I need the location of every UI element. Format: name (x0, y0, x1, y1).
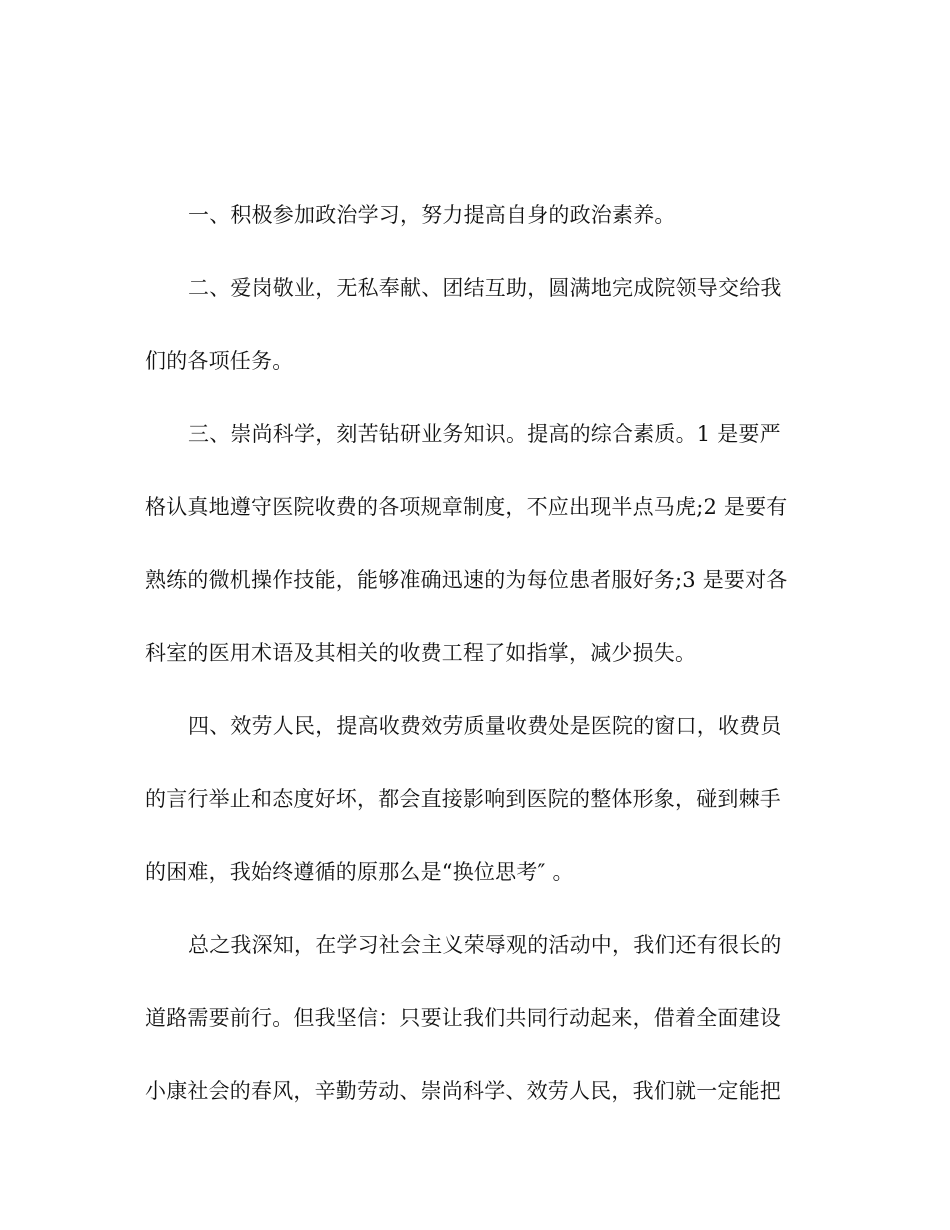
paragraph-3-line-2: 格认真地遵守医院收费的各项规章制度，不应出现半点马虎;2 是要有 (145, 495, 788, 519)
paragraph-4-line-1: 四、效劳人民，提高收费效劳质量收费处是医院的窗口，收费员 (188, 714, 782, 738)
paragraph-1-line-1: 一、积极参加政治学习，努力提高自身的政治素养。 (188, 203, 676, 227)
paragraph-3-line-1: 三、崇尚科学，刻苦钻研业务知识。提高的综合素质。1 是要严 (188, 422, 781, 446)
paragraph-5-line-2: 道路需要前行。但我坚信：只要让我们共同行动起来，借着全面建设 (145, 1006, 781, 1030)
paragraph-2-line-1: 二、爱岗敬业，无私奉献、团结互助，圆满地完成院领导交给我 (188, 276, 782, 300)
paragraph-2-line-2: 们的各项任务。 (145, 349, 294, 373)
paragraph-4-line-2: 的言行举止和态度好坏，都会直接影响到医院的整体形象，碰到棘手 (145, 787, 781, 811)
paragraph-3-line-3: 熟练的微机操作技能，能够准确迅速的为每位患者服好务;3 是要对各 (145, 568, 788, 592)
paragraph-3-line-4: 科室的医用术语及其相关的收费工程了如指掌，减少损失。 (145, 641, 697, 665)
paragraph-4-line-3: 的困难，我始终遵循的原那么是“换位思考″ 。 (145, 860, 574, 884)
paragraph-5-line-3: 小康社会的春风，辛勤劳动、崇尚科学、效劳人民，我们就一定能把 (145, 1079, 781, 1103)
paragraph-5-line-1: 总之我深知，在学习社会主义荣辱观的活动中，我们还有很长的 (188, 933, 782, 957)
